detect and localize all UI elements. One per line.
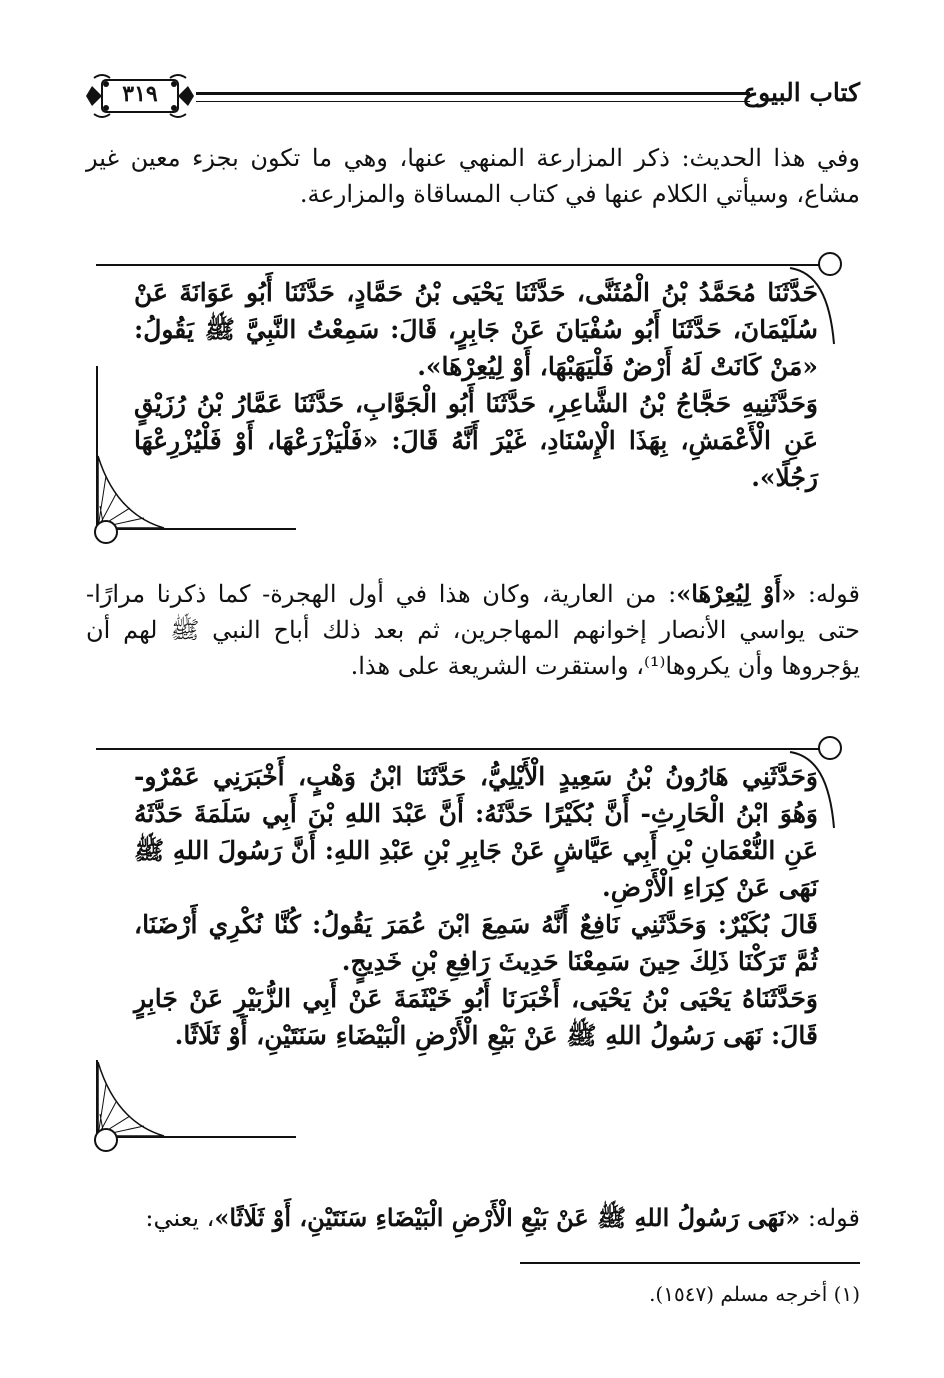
commentary-paragraph-2 <box>86 576 860 684</box>
frame-top-rule <box>96 264 830 266</box>
commentary-text <box>86 1200 860 1236</box>
commentary-body: : من العارية، وكان هذا في أول الهجرة- كما ذكرنا مرارًا- حتى يواسي الأنصار إخوانهم المهاجرين، ثم بعد ذلك أباح النبي ﷺ لهم أن يؤجروها وأن يكروها⁽¹⁾، واستقرت الشريعة على هذا. <box>86 580 860 680</box>
frame-corner-circle <box>94 520 118 544</box>
frame-corner-circle <box>94 1128 118 1152</box>
hadith-text-2 <box>134 758 818 1054</box>
hadith-paragraph: وَحَدَّثَنِي هَارُونُ بْنُ سَعِيدٍ الْأَيْلِيُّ، حَدَّثَنَا ابْنُ وَهْبٍ، أَخْبَرَنِي عَمْرٌو- وَهُوَ ابْنُ الْحَارِثِ- أَنَّ بُكَيْرًا حَدَّثَهُ: أَنَّ عَبْدَ اللهِ بْنَ أَبِي سَلَمَةَ حَدَّثَهُ عَنِ النُّعْمَانِ بْنِ أَبِي عَيَّاشٍ عَنْ جَابِرِ بْنِ عَبْدِ اللهِ: أَنَّ رَسُولَ اللهِ ﷺ نَهَى عَنْ كِرَاءِ الْأَرْضِ. <box>134 762 818 902</box>
commentary-body: ، يعني: <box>145 1204 215 1232</box>
frame-top-rule <box>96 748 830 750</box>
frame-hatch-ornament-icon <box>96 1060 166 1138</box>
hadith-paragraph: وَحَدَّثَنِيهِ حَجَّاجُ بْنُ الشَّاعِرِ، حَدَّثَنَا أَبُو الْجَوَّابِ، حَدَّثَنَا عَمَّارُ بْنُ رُزَيْقٍ عَنِ الْأَعْمَشِ، بِهَذَا الْإِسْنَادِ، غَيْرَ أَنَّهُ قَالَ: «فَلْيَزْرَعْهَا، أَوْ فَلْيُزْرِعْهَا رَجُلًا». <box>134 389 818 492</box>
frame-bottom-rule <box>96 528 296 530</box>
page-number-badge <box>84 68 196 124</box>
quoted-word: «أَوْ لِيُعِرْهَا» <box>676 579 797 608</box>
page-header <box>84 62 860 132</box>
hadith-box-1 <box>96 246 842 552</box>
hadith-paragraph: قَالَ بُكَيْرٌ: وَحَدَّثَنِي نَافِعٌ أَنَّهُ سَمِعَ ابْنَ عُمَرَ يَقُولُ: كُنَّا نُكْرِي أَرْضَنَا، ثُمَّ تَرَكْنَا ذَلِكَ حِينَ سَمِعْنَا حَدِيثَ رَافِعِ بْنِ خَدِيجٍ. <box>134 910 818 976</box>
frame-bottom-rule <box>96 1136 296 1138</box>
hadith-text-1 <box>134 274 818 496</box>
commentary-text: وفي هذا الحديث: ذكر المزارعة المنهي عنها، وهي ما تكون بجزء معين غير مشاع، وسيأتي الكلام عنها في كتاب المساقاة والمزارعة. <box>86 144 860 208</box>
hadith-box-2 <box>96 730 842 1158</box>
hadith-paragraph: حَدَّثَنَا مُحَمَّدُ بْنُ الْمُثَنَّى، حَدَّثَنَا يَحْيَى بْنُ حَمَّادٍ، حَدَّثَنَا أَبُو عَوَانَةَ عَنْ سُلَيْمَانَ، حَدَّثَنَا أَبُو سُفْيَانَ عَنْ جَابِرٍ، قَالَ: سَمِعْتُ النَّبِيَّ ﷺ يَقُولُ: «مَنْ كَانَتْ لَهُ أَرْضٌ فَلْيَهَبْهَا، أَوْ لِيُعِرْهَا». <box>134 278 818 381</box>
running-title: كتاب البيوع <box>743 78 860 107</box>
page-number: ٣١٩ <box>122 81 158 107</box>
header-rule <box>196 92 750 102</box>
commentary-paragraph-3 <box>86 1200 860 1236</box>
footnote-rule <box>520 1262 860 1264</box>
hadith-paragraph: وَحَدَّثَنَاهُ يَحْيَى بْنُ يَحْيَى، أَخْبَرَنَا أَبُو خَيْثَمَةَ عَنْ أَبِي الزُّبَيْرِ عَنْ جَابِرٍ قَالَ: نَهَى رَسُولُ اللهِ ﷺ عَنْ بَيْعِ الْأَرْضِ الْبَيْضَاءِ سَنَتَيْنِ، أَوْ ثَلَاثًا. <box>134 984 818 1050</box>
commentary-lead: قوله: <box>800 1204 860 1232</box>
commentary-lead: قوله: <box>796 580 861 608</box>
quoted-hadith: «نَهَى رَسُولُ اللهِ ﷺ عَنْ بَيْعِ الْأَرْضِ الْبَيْضَاءِ سَنَتَيْنِ، أَوْ ثَلَاثًا» <box>214 1203 801 1232</box>
footnote: (١) أخرجه مسلم (١٥٤٧). <box>649 1282 860 1306</box>
commentary-text <box>86 576 860 684</box>
commentary-paragraph-1 <box>86 140 860 212</box>
